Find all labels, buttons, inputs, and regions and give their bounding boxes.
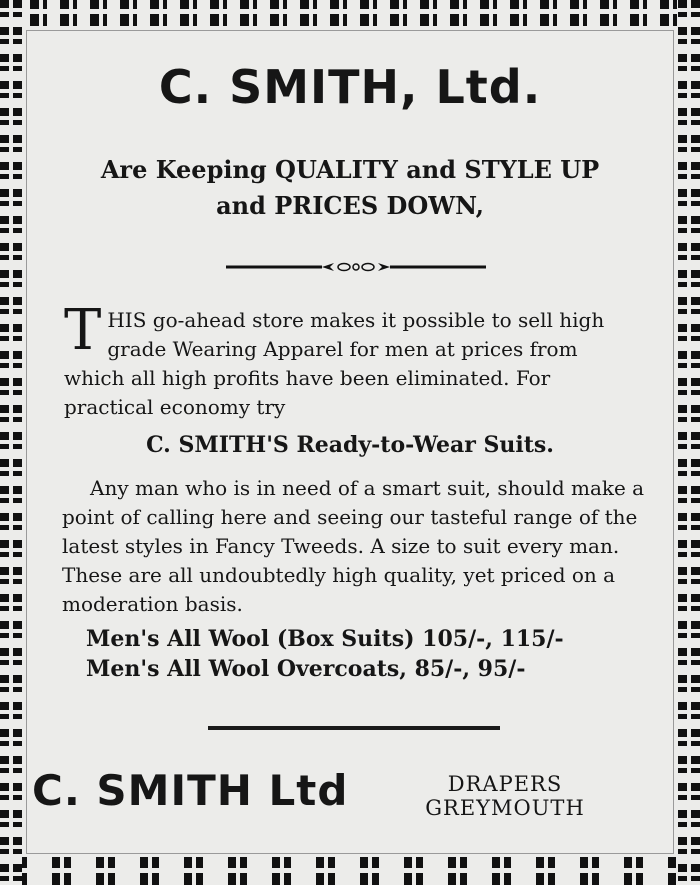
drop-cap: T: [64, 298, 102, 363]
intro-text: HIS go-ahead store makes it possible to sell high grade Wearing Apparel for men at prices from which all high profits have been eliminated. For practical economy try: [64, 308, 605, 419]
tagline-line-2: and PRICES DOWN,: [216, 191, 484, 220]
footer-trade: DRAPERS: [447, 772, 563, 796]
footer-trade-location: [410, 772, 600, 820]
subheading: C. SMITH'S Ready-to-Wear Suits.: [146, 432, 554, 458]
intro-paragraph: [64, 298, 644, 422]
price-line-overcoats: Men's All Wool Overcoats, 85/-, 95/-: [86, 656, 526, 682]
headline: C. SMITH, Ltd.: [158, 60, 542, 114]
footer-store-name: C. SMITH Ltd: [32, 766, 349, 815]
tagline: [0, 152, 700, 224]
tagline-line-1: Are Keeping QUALITY and STYLE UP: [100, 155, 600, 184]
horizontal-rule: [208, 726, 500, 730]
decorative-divider-icon: [226, 262, 486, 272]
footer-location: GREYMOUTH: [425, 796, 585, 820]
price-list: [86, 624, 646, 684]
description-paragraph: Any man who is in need of a smart suit, should make a point of calling here and seeing our tasteful range of the latest styles in Fancy Tweeds. A size to suit every man. These are all undoubtedly high quality, yet priced on a moderation basis.: [62, 476, 645, 616]
price-line-suits: Men's All Wool (Box Suits) 105/-, 115/-: [86, 626, 564, 652]
